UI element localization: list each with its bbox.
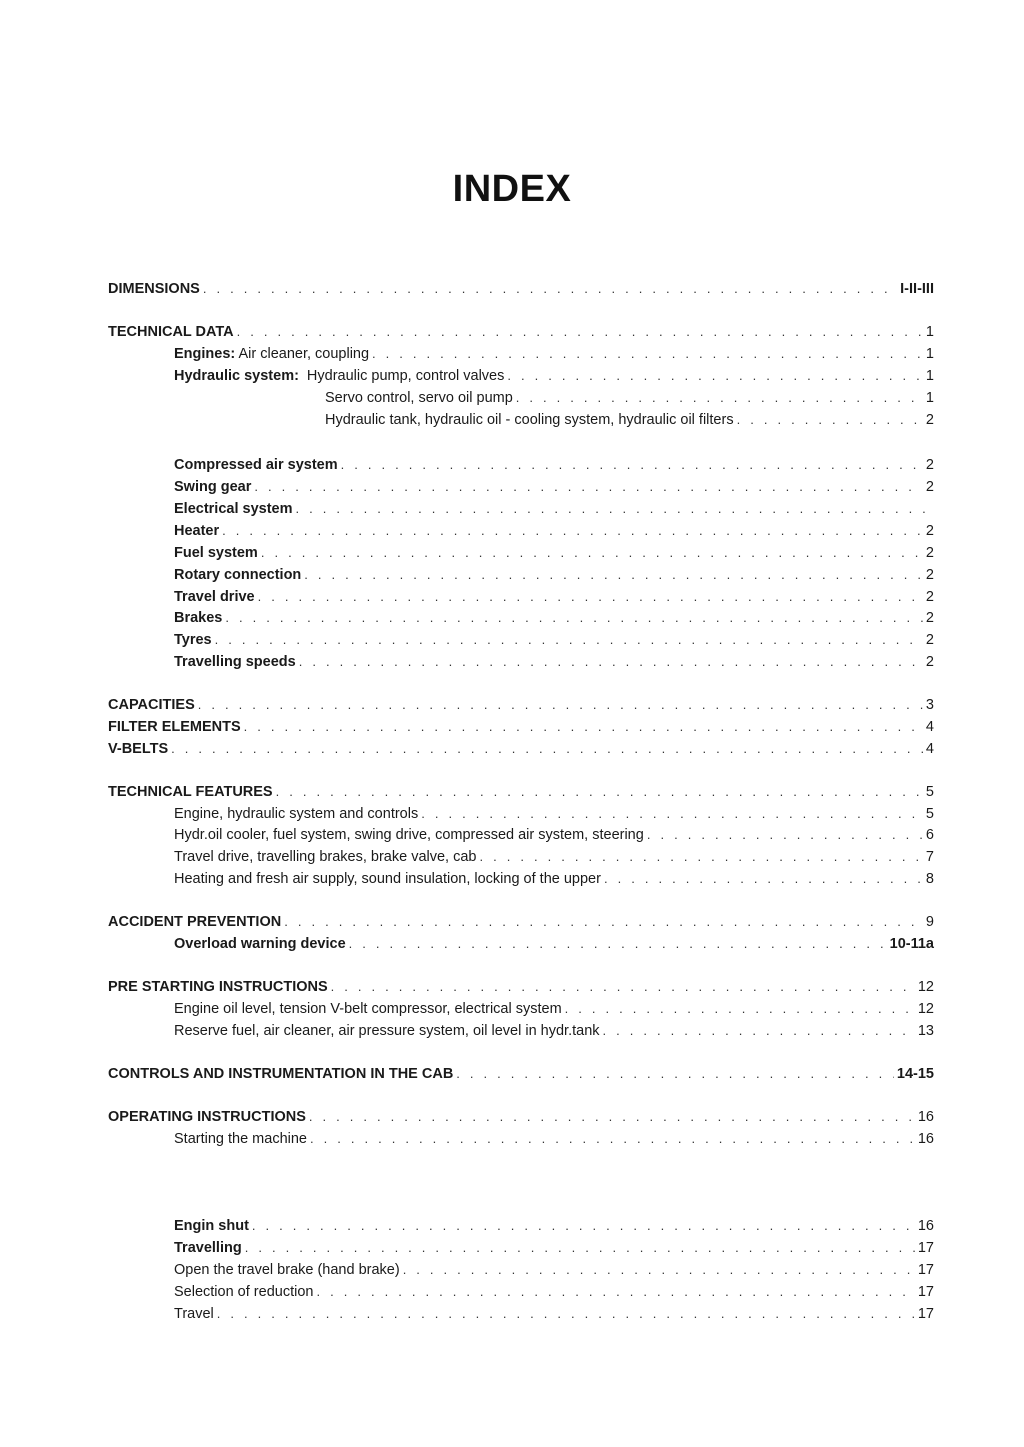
toc-page: 5 — [925, 806, 934, 822]
toc-entry-technical-data — [108, 322, 934, 342]
toc-entry-technical-features — [108, 782, 934, 802]
toc-label: Tyres — [174, 632, 212, 648]
toc-leader — [421, 804, 923, 824]
toc-page: 17 — [917, 1284, 934, 1300]
toc-leader — [349, 934, 887, 954]
toc-entry-electrical-system — [174, 499, 934, 519]
toc-leader — [456, 1064, 894, 1084]
toc-page: 2 — [925, 523, 934, 539]
toc-entry-brakes — [174, 608, 934, 628]
toc-label — [174, 344, 369, 364]
toc-label: Engin shut — [174, 1218, 249, 1234]
toc-entry-travel — [174, 1304, 934, 1324]
toc-leader — [258, 587, 923, 607]
toc-page: 2 — [925, 610, 934, 626]
toc-page: 4 — [925, 719, 934, 735]
toc-label: Servo control, servo oil pump — [325, 390, 513, 406]
toc-leader — [225, 608, 923, 628]
toc-leader — [331, 977, 915, 997]
toc-entry-engine-oil-level — [174, 999, 934, 1019]
toc-entry-capacities — [108, 695, 934, 715]
toc-label: Hydraulic tank, hydraulic oil - cooling system, hydraulic oil filters — [325, 412, 734, 428]
toc-entry-engines — [174, 344, 934, 364]
toc-leader — [403, 1260, 915, 1280]
toc-entry-tyres — [174, 630, 934, 650]
toc-label: Travelling — [174, 1240, 242, 1256]
toc-label: Swing gear — [174, 479, 252, 495]
toc-label-tail: Air cleaner, coupling — [238, 346, 370, 362]
toc-page: 2 — [925, 654, 934, 670]
toc-label: Travel — [174, 1306, 214, 1322]
toc-leader — [296, 499, 932, 519]
toc-page: 16 — [917, 1131, 934, 1147]
toc-entry-fuel-system — [174, 543, 934, 563]
toc-page: 1 — [925, 390, 934, 406]
toc-page: 12 — [917, 1001, 934, 1017]
toc-entry-travelling-speeds — [174, 652, 934, 672]
toc-entry-reserve-fuel — [174, 1021, 934, 1041]
toc-page: I-II-III — [900, 281, 934, 297]
toc-label: TECHNICAL FEATURES — [108, 784, 273, 800]
toc-leader — [304, 565, 923, 585]
toc-leader — [171, 739, 923, 759]
toc-label: PRE STARTING INSTRUCTIONS — [108, 979, 328, 995]
toc-entry-engine-hydraulic — [174, 804, 934, 824]
toc-label: Selection of reduction — [174, 1284, 314, 1300]
toc-label: CAPACITIES — [108, 697, 195, 713]
toc-page: 1 — [925, 346, 934, 362]
toc-label: CONTROLS AND INSTRUMENTATION IN THE CAB — [108, 1066, 454, 1082]
toc-entry-hydraulic-system — [174, 366, 934, 386]
toc-label: DIMENSIONS — [108, 281, 200, 297]
toc-leader — [647, 825, 923, 845]
toc-entry-pre-starting — [108, 977, 934, 997]
toc-page: 7 — [925, 849, 934, 865]
toc-label-head: Engines: — [174, 346, 236, 362]
toc-page: 4 — [925, 741, 934, 757]
toc-leader — [261, 543, 923, 563]
toc-label: TECHNICAL DATA — [108, 324, 234, 340]
toc-leader — [215, 630, 923, 650]
toc-page: 9 — [925, 914, 934, 930]
toc-page: 2 — [925, 589, 934, 605]
toc-page: 17 — [917, 1306, 934, 1322]
toc-leader — [603, 1021, 915, 1041]
toc-leader — [299, 652, 923, 672]
toc-entry-operating-instructions — [108, 1107, 934, 1127]
toc-label-head: Hydraulic system: — [174, 368, 299, 384]
toc-page: 1 — [925, 324, 934, 340]
toc-page: 1 — [925, 368, 934, 384]
toc-label: Starting the machine — [174, 1131, 307, 1147]
toc-entry-dimensions — [108, 279, 934, 299]
toc-page: 2 — [925, 567, 934, 583]
toc-leader — [372, 344, 923, 364]
toc-label: Overload warning device — [174, 936, 346, 952]
toc-entry-heater — [174, 521, 934, 541]
toc-entry-travel-drive-brakes — [174, 847, 934, 867]
toc-page: 10-11a — [889, 936, 934, 952]
toc-label: FILTER ELEMENTS — [108, 719, 241, 735]
toc-page: 2 — [925, 632, 934, 648]
toc-leader — [516, 388, 923, 408]
toc-page: 2 — [925, 545, 934, 561]
toc-leader — [252, 1216, 915, 1236]
toc-leader — [222, 521, 923, 541]
toc-leader — [245, 1238, 915, 1258]
toc-page: 12 — [917, 979, 934, 995]
toc-leader — [276, 782, 923, 802]
toc-label: Electrical system — [174, 501, 293, 517]
toc-label: Reserve fuel, air cleaner, air pressure system, oil level in hydr.tank — [174, 1023, 600, 1039]
toc-page: 16 — [917, 1109, 934, 1125]
toc-label: ACCIDENT PREVENTION — [108, 914, 282, 930]
toc-page: 3 — [925, 697, 934, 713]
toc-entry-servo-control — [325, 388, 934, 408]
toc-label: Hydr.oil cooler, fuel system, swing drive, compressed air system, steering — [174, 827, 644, 843]
toc-entry-starting-machine — [174, 1129, 934, 1149]
toc-entry-hydr-oil-cooler — [174, 825, 934, 845]
toc-page: 2 — [925, 479, 934, 495]
toc-label: Rotary connection — [174, 567, 302, 583]
toc-label: Travel drive — [174, 589, 255, 605]
toc-page: 5 — [925, 784, 934, 800]
toc-label: Open the travel brake (hand brake) — [174, 1262, 400, 1278]
toc-label: V-BELTS — [108, 741, 169, 757]
toc-leader — [217, 1304, 915, 1324]
toc-entry-engin-shut — [174, 1216, 934, 1236]
toc-label: Travelling speeds — [174, 654, 296, 670]
toc-entry-compressed-air — [174, 455, 934, 475]
toc-page: 16 — [917, 1218, 934, 1234]
toc-entry-hydraulic-tank — [325, 410, 934, 430]
toc-leader — [198, 695, 923, 715]
toc-entry-selection-reduction — [174, 1282, 934, 1302]
toc-label: OPERATING INSTRUCTIONS — [108, 1109, 306, 1125]
toc-label: Heating and fresh air supply, sound insulation, locking of the upper — [174, 871, 601, 887]
toc-entry-v-belts — [108, 739, 934, 759]
toc-page: 13 — [917, 1023, 934, 1039]
toc-label: Engine oil level, tension V-belt compressor, electrical system — [174, 1001, 562, 1017]
toc-entry-accident-prevention — [108, 912, 934, 932]
toc-entry-heating — [174, 869, 934, 889]
toc-label: Heater — [174, 523, 220, 539]
toc-entry-controls-cab — [108, 1064, 934, 1084]
toc-leader — [284, 912, 923, 932]
toc-leader — [244, 717, 923, 737]
toc-page: 8 — [925, 871, 934, 887]
toc-leader — [316, 1282, 914, 1302]
toc-leader — [565, 999, 915, 1019]
toc-page: 14-15 — [896, 1066, 934, 1082]
toc-entry-rotary-connection — [174, 565, 934, 585]
toc-leader — [479, 847, 922, 867]
toc-entry-filter-elements — [108, 717, 934, 737]
toc-page: 17 — [917, 1262, 934, 1278]
toc-label — [174, 366, 504, 386]
toc-entry-open-travel-brake — [174, 1260, 934, 1280]
toc-entry-swing-gear — [174, 477, 934, 497]
toc-page: 2 — [925, 412, 934, 428]
toc-leader — [309, 1107, 915, 1127]
toc-label: Fuel system — [174, 545, 258, 561]
toc-page: 17 — [917, 1240, 934, 1256]
toc-label: Brakes — [174, 610, 223, 626]
toc-label-tail: Hydraulic pump, control valves — [306, 368, 505, 384]
toc-leader — [604, 869, 923, 889]
toc-label: Engine, hydraulic system and controls — [174, 806, 419, 822]
page-title: INDEX — [452, 168, 572, 210]
toc-page: 6 — [925, 827, 934, 843]
toc-leader — [310, 1129, 915, 1149]
toc-leader — [237, 322, 923, 342]
toc-entry-overload-warning — [174, 934, 934, 954]
toc-entry-travel-drive — [174, 587, 934, 607]
toc-entry-travelling — [174, 1238, 934, 1258]
toc-leader — [203, 279, 897, 299]
toc-label: Travel drive, travelling brakes, brake valve, cab — [174, 849, 477, 865]
toc-page: 2 — [925, 457, 934, 473]
toc-leader — [507, 366, 923, 386]
toc-leader — [341, 455, 923, 475]
toc-leader — [737, 410, 923, 430]
toc-label: Compressed air system — [174, 457, 338, 473]
toc-leader — [254, 477, 923, 497]
